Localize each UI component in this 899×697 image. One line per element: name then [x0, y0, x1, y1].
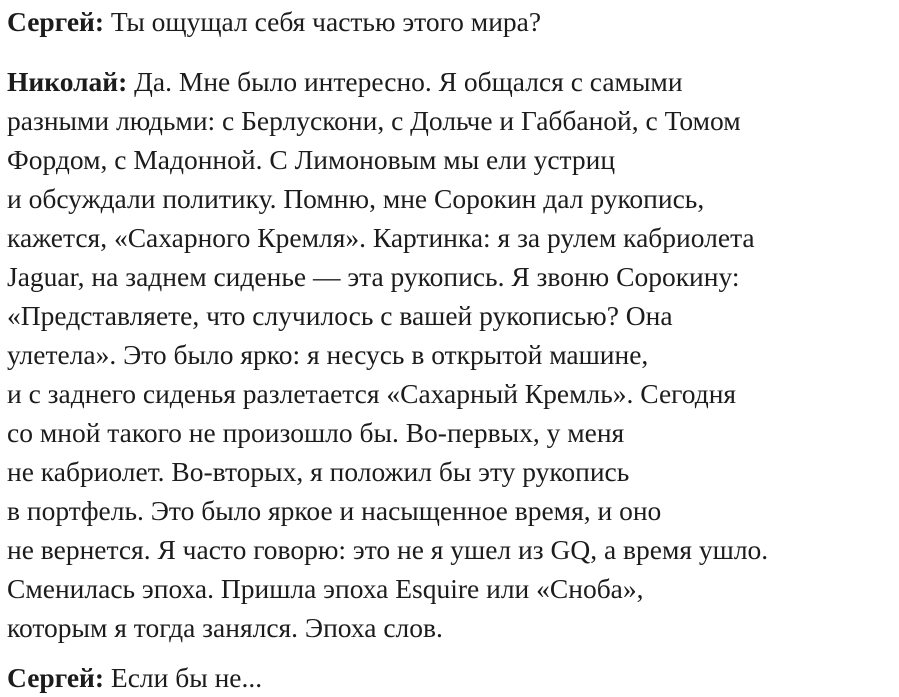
dialogue-paragraph — [7, 658, 262, 697]
text-line: со мной такого не произошло бы. Во-первых, у меня — [7, 417, 625, 448]
text-line: и с заднего сиденья разлетается «Сахарный Кремль». Сегодня — [7, 378, 737, 409]
text-line — [7, 62, 768, 101]
text-line: разными людьми: с Берлускони, с Дольче и Габбаной, с Томом — [7, 105, 741, 136]
speech-text: Если бы не... — [110, 662, 263, 693]
speech-text: Да. Мне было интересно. Я общался с самыми — [134, 66, 683, 97]
text-line: Jaguar, на заднем сиденье — эта рукопись. Я звоню Сорокину: — [7, 261, 740, 292]
speech-text: Ты ощущал себя частью этого мира? — [110, 6, 542, 37]
text-line: Сменилась эпоха. Пришла эпоха Esquire или «Сноба», — [7, 573, 644, 604]
text-line: улетела». Это было ярко: я несусь в открытой машине, — [7, 339, 649, 370]
text-line: кажется, «Сахарного Кремля». Картинка: я за рулем кабриолета — [7, 222, 755, 253]
dialogue-paragraph — [7, 62, 768, 647]
text-line: и обсуждали политику. Помню, мне Сорокин дал рукопись, — [7, 183, 705, 214]
text-line: не кабриолет. Во-вторых, я положил бы эту рукопись — [7, 456, 630, 487]
text-line: которым я тогда занялся. Эпоха слов. — [7, 612, 443, 643]
dialogue-paragraph — [7, 2, 541, 41]
text-line — [7, 2, 541, 41]
text-line: в портфель. Это было яркое и насыщенное время, и оно — [7, 495, 662, 526]
speaker-name: Сергей: — [7, 662, 105, 693]
text-line: не вернется. Я часто говорю: это не я ушел из GQ, а время ушло. — [7, 534, 769, 565]
text-line — [7, 658, 262, 697]
text-line: Фордом, с Мадонной. С Лимоновым мы ели устриц — [7, 144, 616, 175]
speaker-name: Николай: — [7, 66, 128, 97]
speaker-name: Сергей: — [7, 6, 105, 37]
text-line: «Представляете, что случилось с вашей рукописью? Она — [7, 300, 673, 331]
